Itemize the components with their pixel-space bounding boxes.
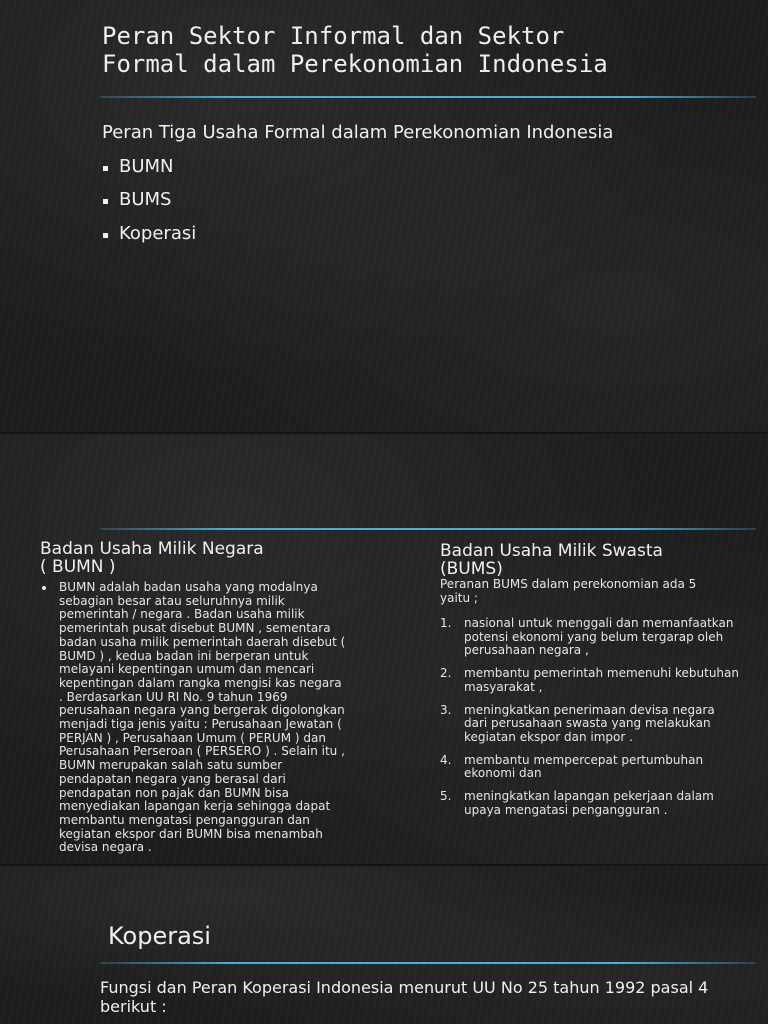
item-number: 3. bbox=[440, 702, 452, 717]
item-number: 1. bbox=[440, 616, 452, 630]
bums-intro: Peranan BUMS dalam perekonomian ada 5 yaitu ; bbox=[440, 577, 697, 605]
bumn-heading: Badan Usaha Milik Negara ( BUMN ) bbox=[40, 539, 264, 577]
item-text: meningkatkan penerimaan devisa negara dari perusahaan swasta yang melakukan kegiatan ekspor dan impor . bbox=[464, 702, 715, 744]
bullet-list bbox=[102, 156, 196, 244]
slide-subtitle: Peran Tiga Usaha Formal dalam Perekonomian Indonesia bbox=[102, 122, 614, 143]
list-item bbox=[440, 754, 740, 781]
slide-title: Peran Sektor Informal dan Sektor Formal dalam Perekonomian Indonesia bbox=[102, 22, 608, 78]
item-text: membantu mempercepat pertumbuhan ekonomi dan bbox=[464, 752, 704, 781]
item-number: 5. bbox=[440, 789, 452, 804]
slide-3 bbox=[0, 866, 768, 1024]
list-item bbox=[440, 790, 740, 817]
koperasi-title: Koperasi bbox=[108, 922, 211, 950]
item-number: 2. bbox=[440, 666, 452, 681]
slide-divider bbox=[100, 528, 756, 530]
item-text: membantu pemerintah memenuhi kebutuhan masyarakat , bbox=[464, 666, 739, 694]
slide-1 bbox=[0, 0, 768, 432]
slide-2 bbox=[0, 434, 768, 864]
item-number: 4. bbox=[440, 752, 452, 767]
list-item: BUMS bbox=[102, 189, 196, 210]
item-text: nasional untuk menggali dan memanfaatkan potensi ekonomi yang belum tergarap oleh perusahaan negara , bbox=[464, 616, 734, 658]
bumn-description: BUMN adalah badan usaha yang modalnya sebagian besar atau seluruhnya milik pemerintah / negara . Badan usaha milik pemerintah pusat disebut BUMN , sementara badan usaha milik pemerintah daerah disebut ( BUMD ) , kedua badan ini berperan untuk melayani kepentingan umum dan mencari kepentingan dalam rangka mengisi kas negara . Berdasarkan UU RI No. 9 tahun 1969 perusahaan negara yang bergerak digolongkan menjadi tiga jenis yaitu : Perusahaan Jewatan ( PERJAN ) , Perusahaan Umum ( PERUM ) dan Perusahaan Perseroan ( PERSERO ) . Selain itu , BUMN merupakan salah satu sumber pendapatan negara yang berasal dari pendapatan non pajak dan BUMN bisa menyediakan lapangan kerja sehingga dapat membantu mengatasi pengangguran dan kegiatan ekspor dari BUMN bisa menambah devisa negara . bbox=[59, 581, 346, 855]
list-item: BUMN bbox=[102, 156, 196, 177]
list-item bbox=[440, 704, 740, 745]
list-item bbox=[440, 617, 740, 658]
koperasi-divider bbox=[100, 962, 756, 964]
bums-heading: Badan Usaha Milik Swasta (BUMS) bbox=[440, 541, 663, 579]
koperasi-body: Fungsi dan Peran Koperasi Indonesia menurut UU No 25 tahun 1992 pasal 4 berikut : bbox=[100, 978, 709, 1016]
bullet-dot bbox=[42, 586, 46, 590]
list-item bbox=[440, 667, 740, 694]
title-divider bbox=[100, 96, 756, 98]
bums-list bbox=[440, 617, 740, 826]
item-text: meningkatkan lapangan pekerjaan dalam upaya mengatasi pengangguran . bbox=[464, 789, 714, 817]
list-item: Koperasi bbox=[102, 223, 196, 244]
